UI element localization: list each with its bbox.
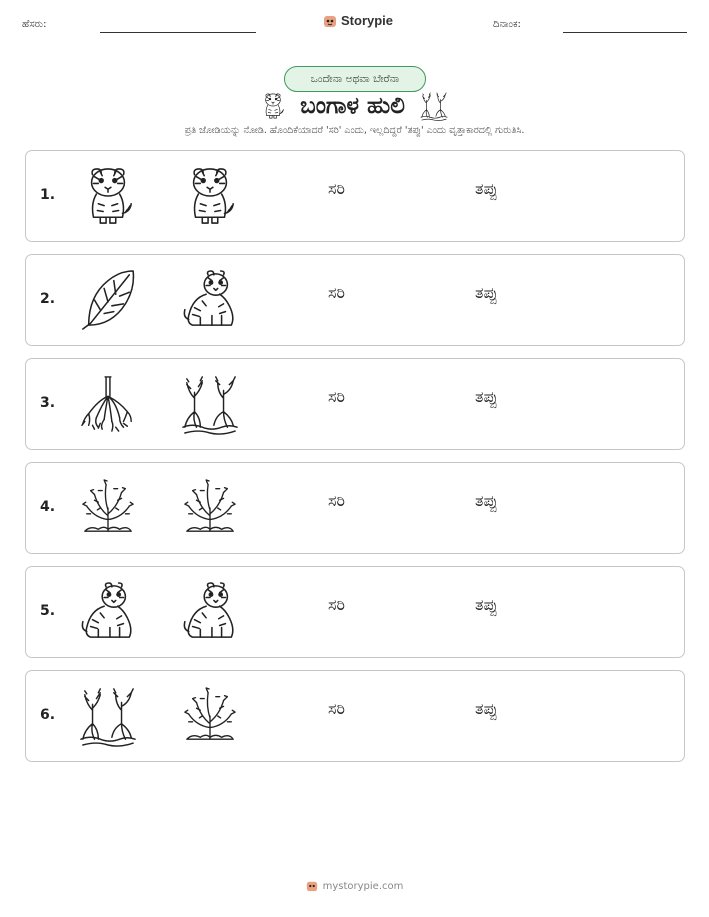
mangrove-icon [181, 373, 239, 435]
option-true[interactable]: ಸರಿ [328, 595, 345, 614]
question-number: 4. [40, 499, 56, 515]
question-row [25, 462, 685, 554]
title-row [0, 88, 709, 124]
question-row [25, 358, 685, 450]
tiger-cub-icon [260, 92, 286, 120]
footer [0, 880, 709, 892]
option-true[interactable]: ಸರಿ [328, 179, 345, 198]
option-false[interactable]: ತಪ್ಪು [475, 699, 498, 718]
storypie-logo-icon [323, 14, 337, 28]
name-label: ಹೆಸರು: [22, 19, 47, 30]
worksheet-header [0, 0, 709, 50]
question-row [25, 566, 685, 658]
question-number: 3. [40, 395, 56, 411]
question-number: 2. [40, 291, 56, 307]
question-row [25, 150, 685, 242]
question-number: 6. [40, 707, 56, 723]
option-false[interactable]: ತಪ್ಪು [475, 491, 498, 510]
question-number: 5. [40, 603, 56, 619]
option-false[interactable]: ತಪ್ಪು [475, 387, 498, 406]
option-true[interactable]: ಸರಿ [328, 283, 345, 302]
question-row [25, 670, 685, 762]
option-true[interactable]: ಸರಿ [328, 387, 345, 406]
worksheet-type-badge: ಒಂದೇನಾ ಅಥವಾ ಬೇರೆನಾ [284, 66, 426, 92]
option-false[interactable]: ತಪ್ಪು [475, 179, 498, 198]
option-true[interactable]: ಸರಿ [328, 699, 345, 718]
mangrove-icon [79, 685, 137, 747]
storypie-logo-icon [306, 880, 318, 892]
mangrove-icon [419, 91, 449, 121]
tiger-icon [181, 581, 239, 643]
instruction-text: ಪ್ರತಿ ಜೋಡಿಯನ್ನು ನೋಡಿ. ಹೊಂದಿಕೆಯಾದರೆ 'ಸರಿ' ಎಂದು, ಇಲ್ಲದಿದ್ದರೆ 'ತಪ್ಪು' ಎಂದು ವೃತ್ತಾಕಾರದಲ್ಲಿ ಗುರುತಿಸಿ. [184, 125, 525, 136]
option-false[interactable]: ತಪ್ಪು [475, 283, 498, 302]
question-row [25, 254, 685, 346]
option-true[interactable]: ಸರಿ [328, 491, 345, 510]
date-label: ದಿನಾಂಕ: [493, 19, 521, 30]
brand [323, 13, 393, 28]
brand-name: Storypie [341, 13, 394, 28]
roots-icon [79, 373, 137, 435]
date-field-line [563, 32, 687, 33]
leaf-icon [79, 269, 137, 331]
question-number: 1. [40, 187, 56, 203]
shrub-icon [181, 477, 239, 539]
page-title: ಬಂಗಾಳ ಹುಲಿ [300, 93, 405, 119]
name-field-line [100, 32, 256, 33]
shrub-icon [79, 477, 137, 539]
tiger-cub-icon [79, 165, 137, 227]
footer-site: mystorypie.com [322, 880, 404, 892]
tiger-cub-icon [181, 165, 239, 227]
shrub-icon [181, 685, 239, 747]
option-false[interactable]: ತಪ್ಪು [475, 595, 498, 614]
tiger-icon [79, 581, 137, 643]
tiger-icon [181, 269, 239, 331]
